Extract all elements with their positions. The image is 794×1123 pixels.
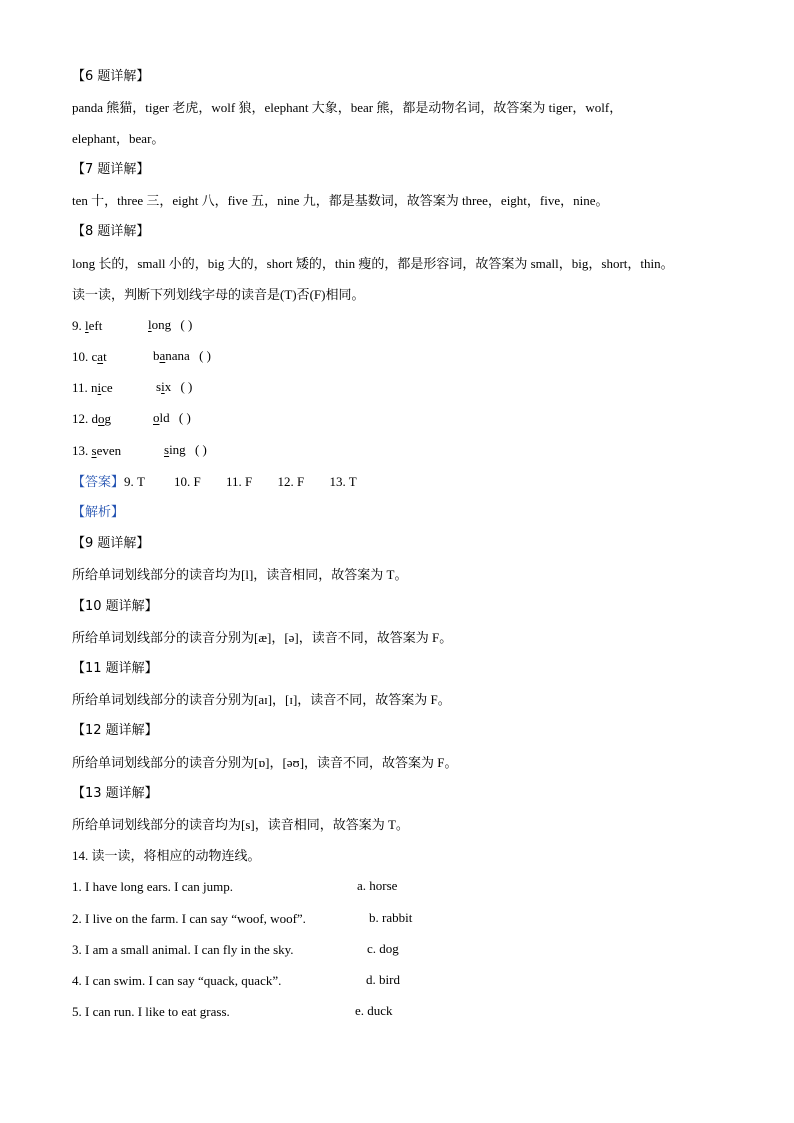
- match-left-1: 1. I have long ears. I can jump.: [72, 879, 234, 894]
- answer-9: 9. T: [124, 474, 145, 489]
- q9-text: 所给单词划线部分的读音均为[l]，读音相同，故答案为 T。: [72, 567, 408, 582]
- answer-label: 【答案】: [72, 475, 125, 490]
- q8-heading: 【8 题详解】: [72, 224, 150, 239]
- q13-heading: 【13 题详解】: [72, 786, 158, 801]
- underlined-letter: o: [98, 411, 105, 426]
- underlined-letter: s: [164, 442, 170, 457]
- analysis-label: 【解析】: [72, 505, 125, 520]
- answer-13: 13. T: [329, 474, 357, 489]
- item-13: 13. seven: [72, 443, 122, 458]
- q6-text-line1: panda 熊猫，tiger 老虎，wolf 狼，elephant 大象，bear 熊，都是动物名词，故答案为 tiger，wolf，: [72, 100, 623, 115]
- underlined-letter: l: [85, 318, 89, 333]
- item-number: 12.: [72, 411, 89, 426]
- q11-heading: 【11 题详解】: [72, 661, 158, 676]
- answer-blank: ( ): [199, 348, 211, 363]
- answer-line: [72, 473, 357, 492]
- match-left-2: 2. I live on the farm. I can say “woof, woof”.: [72, 911, 306, 926]
- q12-heading: 【12 题详解】: [72, 723, 158, 738]
- item-number: 9.: [72, 318, 82, 333]
- item-12-compare: old ( ): [153, 410, 191, 425]
- item-10-compare: banana ( ): [153, 348, 211, 363]
- match-right-c: c. dog: [367, 941, 399, 956]
- q10-heading: 【10 题详解】: [72, 599, 158, 614]
- answer-blank: ( ): [178, 410, 191, 425]
- q8-text: long 长的，small 小的，big 大的，short 矮的，thin 瘦的，都是形容词，故答案为 small，big，short，thin。: [72, 256, 674, 271]
- item-9-compare: long ( ): [148, 317, 193, 332]
- underlined-letter: s: [91, 443, 97, 458]
- q6-heading: 【6 题详解】: [72, 69, 150, 84]
- underlined-letter: a: [159, 348, 166, 363]
- match-right-b: b. rabbit: [369, 910, 413, 925]
- underlined-letter: a: [97, 349, 104, 364]
- q12-text: 所给单词划线部分的读音分别为[ɒ]，[əʊ]，读音不同，故答案为 F。: [72, 755, 458, 770]
- underlined-letter: l: [148, 317, 152, 332]
- q13-text: 所给单词划线部分的读音均为[s]，读音相同，故答案为 T。: [72, 817, 409, 832]
- match-right-d: d. bird: [366, 972, 400, 987]
- underlined-letter: i: [97, 380, 102, 395]
- q9-heading: 【9 题详解】: [72, 536, 150, 551]
- q11-text: 所给单词划线部分的读音分别为[aɪ]，[ɪ]，读音不同，故答案为 F。: [72, 692, 451, 707]
- section-instruction: 读一读，判断下列划线字母的读音是(T)否(F)相同。: [72, 287, 365, 302]
- answer-10: 10. F: [173, 474, 201, 489]
- answer-blank: ( ): [180, 379, 193, 394]
- answer-11: 11. F: [225, 474, 253, 489]
- match-left-3: 3. I am a small animal. I can fly in the sky.: [72, 942, 294, 957]
- q7-text: ten 十，three 三，eight 八，five 五，nine 九，都是基数词，故答案为 three，eight，five，nine。: [72, 193, 609, 208]
- q14-title: 14. 读一读，将相应的动物连线。: [72, 848, 261, 863]
- answer-blank: ( ): [180, 317, 193, 332]
- item-9: 9. left: [72, 318, 103, 333]
- answer-12: 12. F: [277, 474, 305, 489]
- underlined-letter: i: [161, 379, 165, 394]
- q7-heading: 【7 题详解】: [72, 162, 150, 177]
- item-13-compare: sing ( ): [164, 442, 207, 457]
- item-10: 10. cat: [72, 349, 107, 364]
- match-right-e: e. duck: [355, 1003, 393, 1018]
- item-number: 13.: [72, 443, 89, 458]
- match-left-4: 4. I can swim. I can say “quack, quack”.: [72, 973, 282, 988]
- item-12: 12. dog: [72, 411, 111, 426]
- answer-blank: ( ): [194, 442, 207, 457]
- match-right-a: a. horse: [357, 878, 398, 893]
- item-number: 11.: [72, 380, 88, 395]
- q6-text-line2: elephant，bear。: [72, 131, 165, 146]
- item-11-compare: six ( ): [156, 379, 193, 394]
- q10-text: 所给单词划线部分的读音分别为[æ]，[ə]，读音不同，故答案为 F。: [72, 630, 453, 645]
- match-left-5: 5. I can run. I like to eat grass.: [72, 1004, 230, 1019]
- item-number: 10.: [72, 349, 89, 364]
- underlined-letter: o: [153, 410, 160, 425]
- item-11: 11. nice: [72, 380, 113, 395]
